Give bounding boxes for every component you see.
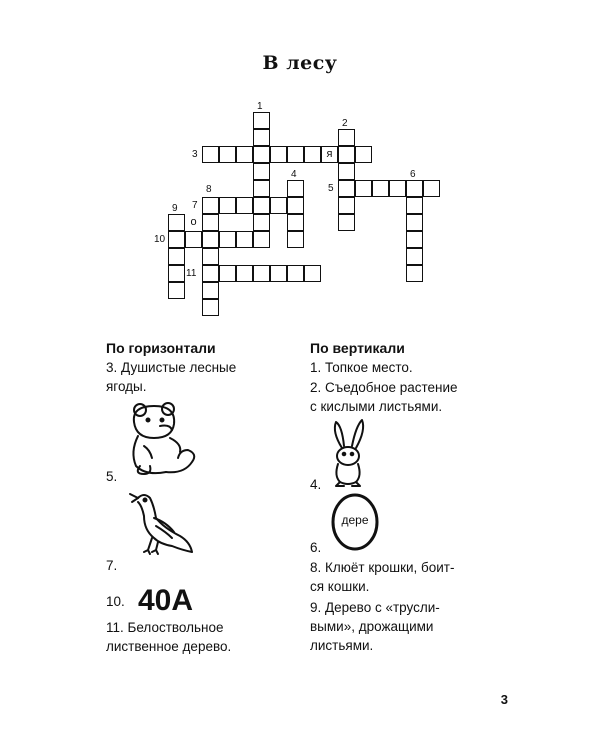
- clue-down-6-number: 6.: [310, 540, 322, 555]
- crossword-cell[interactable]: [270, 146, 287, 163]
- prefilled-letter: я: [326, 148, 333, 160]
- bear-icon: [126, 400, 202, 478]
- crossword-cell[interactable]: [389, 180, 406, 197]
- crossword-cell[interactable]: [406, 248, 423, 265]
- crossword-cell[interactable]: [253, 214, 270, 231]
- crossword-cell[interactable]: [202, 299, 219, 316]
- crossword-cell[interactable]: [338, 163, 355, 180]
- clue-number-11: 11: [186, 268, 197, 279]
- clue-number-5: 5: [328, 183, 334, 194]
- crossword-cell[interactable]: [202, 146, 219, 163]
- clue-down-4: 4.: [310, 477, 322, 492]
- crossword-cell[interactable]: [219, 146, 236, 163]
- crossword-cell[interactable]: [355, 180, 372, 197]
- clue-across-5: 5.: [106, 469, 118, 484]
- crossword-cell[interactable]: [253, 163, 270, 180]
- clue-down-2: 2. Съедобное растение с кислыми листьями.: [310, 380, 458, 414]
- crossword-cell[interactable]: [338, 129, 355, 146]
- crossword-cell[interactable]: [270, 265, 287, 282]
- clue-down-6-rebus: дере: [341, 513, 369, 527]
- clue-down-9: 9. Дерево с «трусли- выми», дрожащими листьями.: [310, 600, 440, 653]
- crossword-cell[interactable]: [253, 197, 270, 214]
- crossword-cell[interactable]: [253, 129, 270, 146]
- crossword-cell[interactable]: [219, 197, 236, 214]
- crossword-cell[interactable]: [202, 248, 219, 265]
- crossword-cell[interactable]: [236, 197, 253, 214]
- page-title: В лесу: [262, 52, 338, 74]
- crossword-cell[interactable]: [202, 197, 219, 214]
- crossword-cell[interactable]: [406, 231, 423, 248]
- crossword-cell[interactable]: [185, 231, 202, 248]
- crossword-cell[interactable]: [168, 265, 185, 282]
- bird-icon: [126, 488, 196, 558]
- crossword-cell[interactable]: [287, 180, 304, 197]
- crossword-cell[interactable]: [202, 282, 219, 299]
- clue-number-8: 8: [206, 184, 212, 195]
- crossword-cell[interactable]: [304, 146, 321, 163]
- crossword-cell[interactable]: [219, 231, 236, 248]
- crossword-cell[interactable]: [202, 214, 219, 231]
- crossword-cell[interactable]: [236, 146, 253, 163]
- down-heading: По вертикали: [310, 340, 405, 356]
- clue-across-7: 7.: [106, 558, 118, 573]
- crossword-cell[interactable]: [338, 180, 355, 197]
- clue-down-1: 1. Топкое место.: [310, 360, 413, 375]
- crossword-cell[interactable]: [355, 146, 372, 163]
- crossword-cell[interactable]: [423, 180, 440, 197]
- crossword-cell[interactable]: [236, 231, 253, 248]
- crossword-cell[interactable]: [304, 265, 321, 282]
- clue-number-2: 2: [342, 118, 348, 129]
- crossword-cell[interactable]: [219, 265, 236, 282]
- crossword-cell[interactable]: [168, 282, 185, 299]
- clue-number-7: 7: [192, 200, 198, 211]
- crossword-cell[interactable]: [372, 180, 389, 197]
- crossword-cell[interactable]: [406, 180, 423, 197]
- clue-across-10-rebus: 40А: [138, 584, 194, 617]
- crossword-cell[interactable]: [338, 197, 355, 214]
- crossword-cell[interactable]: [253, 146, 270, 163]
- crossword-cell[interactable]: [202, 231, 219, 248]
- crossword-cell[interactable]: [287, 214, 304, 231]
- clue-down-8: 8. Клюёт крошки, боит- ся кошки.: [310, 560, 455, 594]
- across-heading: По горизонтали: [106, 340, 216, 356]
- clue-across-10-number: 10.: [106, 594, 125, 609]
- page-number: 3: [500, 692, 508, 707]
- crossword-cell[interactable]: [253, 265, 270, 282]
- crossword-cell[interactable]: [406, 214, 423, 231]
- clue-number-10: 10: [154, 234, 166, 245]
- crossword-cell[interactable]: [236, 265, 253, 282]
- crossword-cell[interactable]: [253, 180, 270, 197]
- crossword-cell[interactable]: [287, 197, 304, 214]
- crossword-cell[interactable]: [406, 197, 423, 214]
- crossword-cell[interactable]: [270, 197, 287, 214]
- clue-number-1: 1: [257, 101, 263, 112]
- crossword-cell[interactable]: [168, 214, 185, 231]
- clue-across-3: 3. Душистые лесные ягоды.: [106, 360, 237, 394]
- rabbit-icon: [326, 418, 370, 488]
- crossword-cell[interactable]: [338, 146, 355, 163]
- clue-number-3: 3: [192, 149, 198, 160]
- crossword-cell[interactable]: [253, 231, 270, 248]
- clue-across-11: 11. Белоствольное лиственное дерево.: [106, 620, 232, 654]
- crossword-cell[interactable]: [287, 265, 304, 282]
- crossword-cell[interactable]: [338, 214, 355, 231]
- crossword-grid: [0, 0, 600, 330]
- crossword-cell[interactable]: [253, 112, 270, 129]
- clue-number-9: 9: [172, 203, 178, 214]
- crossword-cell[interactable]: [406, 265, 423, 282]
- crossword-cell[interactable]: [168, 231, 185, 248]
- clue-number-4: 4: [291, 169, 297, 180]
- crossword-cell[interactable]: [202, 265, 219, 282]
- clue-number-6: 6: [410, 169, 416, 180]
- prefilled-letter: о: [190, 216, 197, 228]
- crossword-cell[interactable]: [287, 231, 304, 248]
- crossword-cell[interactable]: [168, 248, 185, 265]
- crossword-cell[interactable]: [287, 146, 304, 163]
